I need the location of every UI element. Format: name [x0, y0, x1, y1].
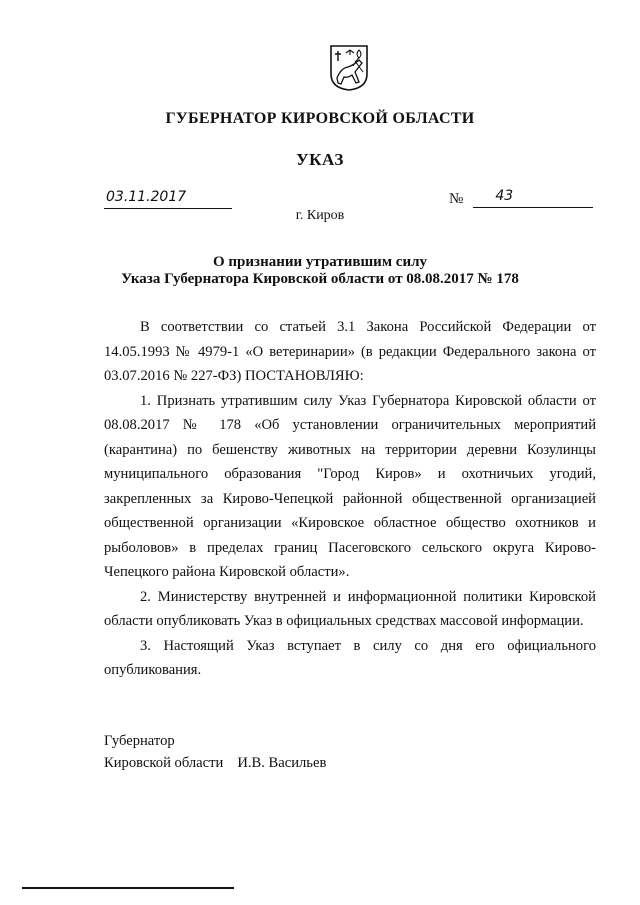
signatory-title-line-2: Кировской области	[104, 755, 224, 771]
org-title: ГУБЕРНАТОР КИРОВСКОЙ ОБЛАСТИ	[165, 110, 475, 127]
paragraph-preamble: В соответствии со статьей 3.1 Закона Российской Федерации от 14.05.1993 № 4979-1 «О ветеринарии» (в редакции Федерального закона от 03.07.2016 № 227-ФЗ) ПОСТАНОВЛЯЮ:	[104, 319, 596, 384]
kirov-coat-of-arms-icon	[329, 44, 369, 92]
date-field	[104, 188, 232, 209]
heading-line-2: Указа Губернатора Кировской области от 08.08.2017 № 178	[121, 271, 519, 287]
document-number: 43	[495, 188, 514, 204]
signature-block	[104, 730, 326, 774]
signatory-name: И.В. Васильев	[237, 755, 327, 771]
document-type: УКАЗ	[296, 150, 344, 169]
city: г. Киров	[295, 208, 345, 223]
paragraph-item-1: 1. Признать утратившим силу Указ Губернатора Кировской области от 08.08.2017 № 178 «Об установлении ограничительных мероприятий (карантина) по бешенству животных на территории деревни Козулинцы муниципального образования "Город Киров» и охотничьих угодий, закрепленных за Кирово-Чепецкой районной общественной организацией общественной организации «Кировское областное общество охотников и рыболовов» в пределах границ Пасеговского сельского округа Кирово-Чепецкого района Кировской области».	[104, 392, 596, 580]
document-heading	[0, 254, 640, 288]
footer-divider	[22, 887, 234, 889]
paragraph-item-2: 2. Министерству внутренней и информационной политики Кировской области опубликовать Указ в официальных средствах массовой информации.	[104, 588, 596, 629]
heading-line-1: О признании утратившим силу	[213, 254, 427, 270]
paragraph-item-3: 3. Настоящий Указ вступает в силу со дня его официального опубликования.	[104, 637, 596, 678]
number-field	[449, 188, 593, 208]
signatory-title-line-1: Губернатор	[104, 733, 175, 749]
number-sign: №	[449, 191, 464, 207]
document-body	[104, 315, 596, 683]
document-date: 03.11.2017	[106, 189, 187, 205]
